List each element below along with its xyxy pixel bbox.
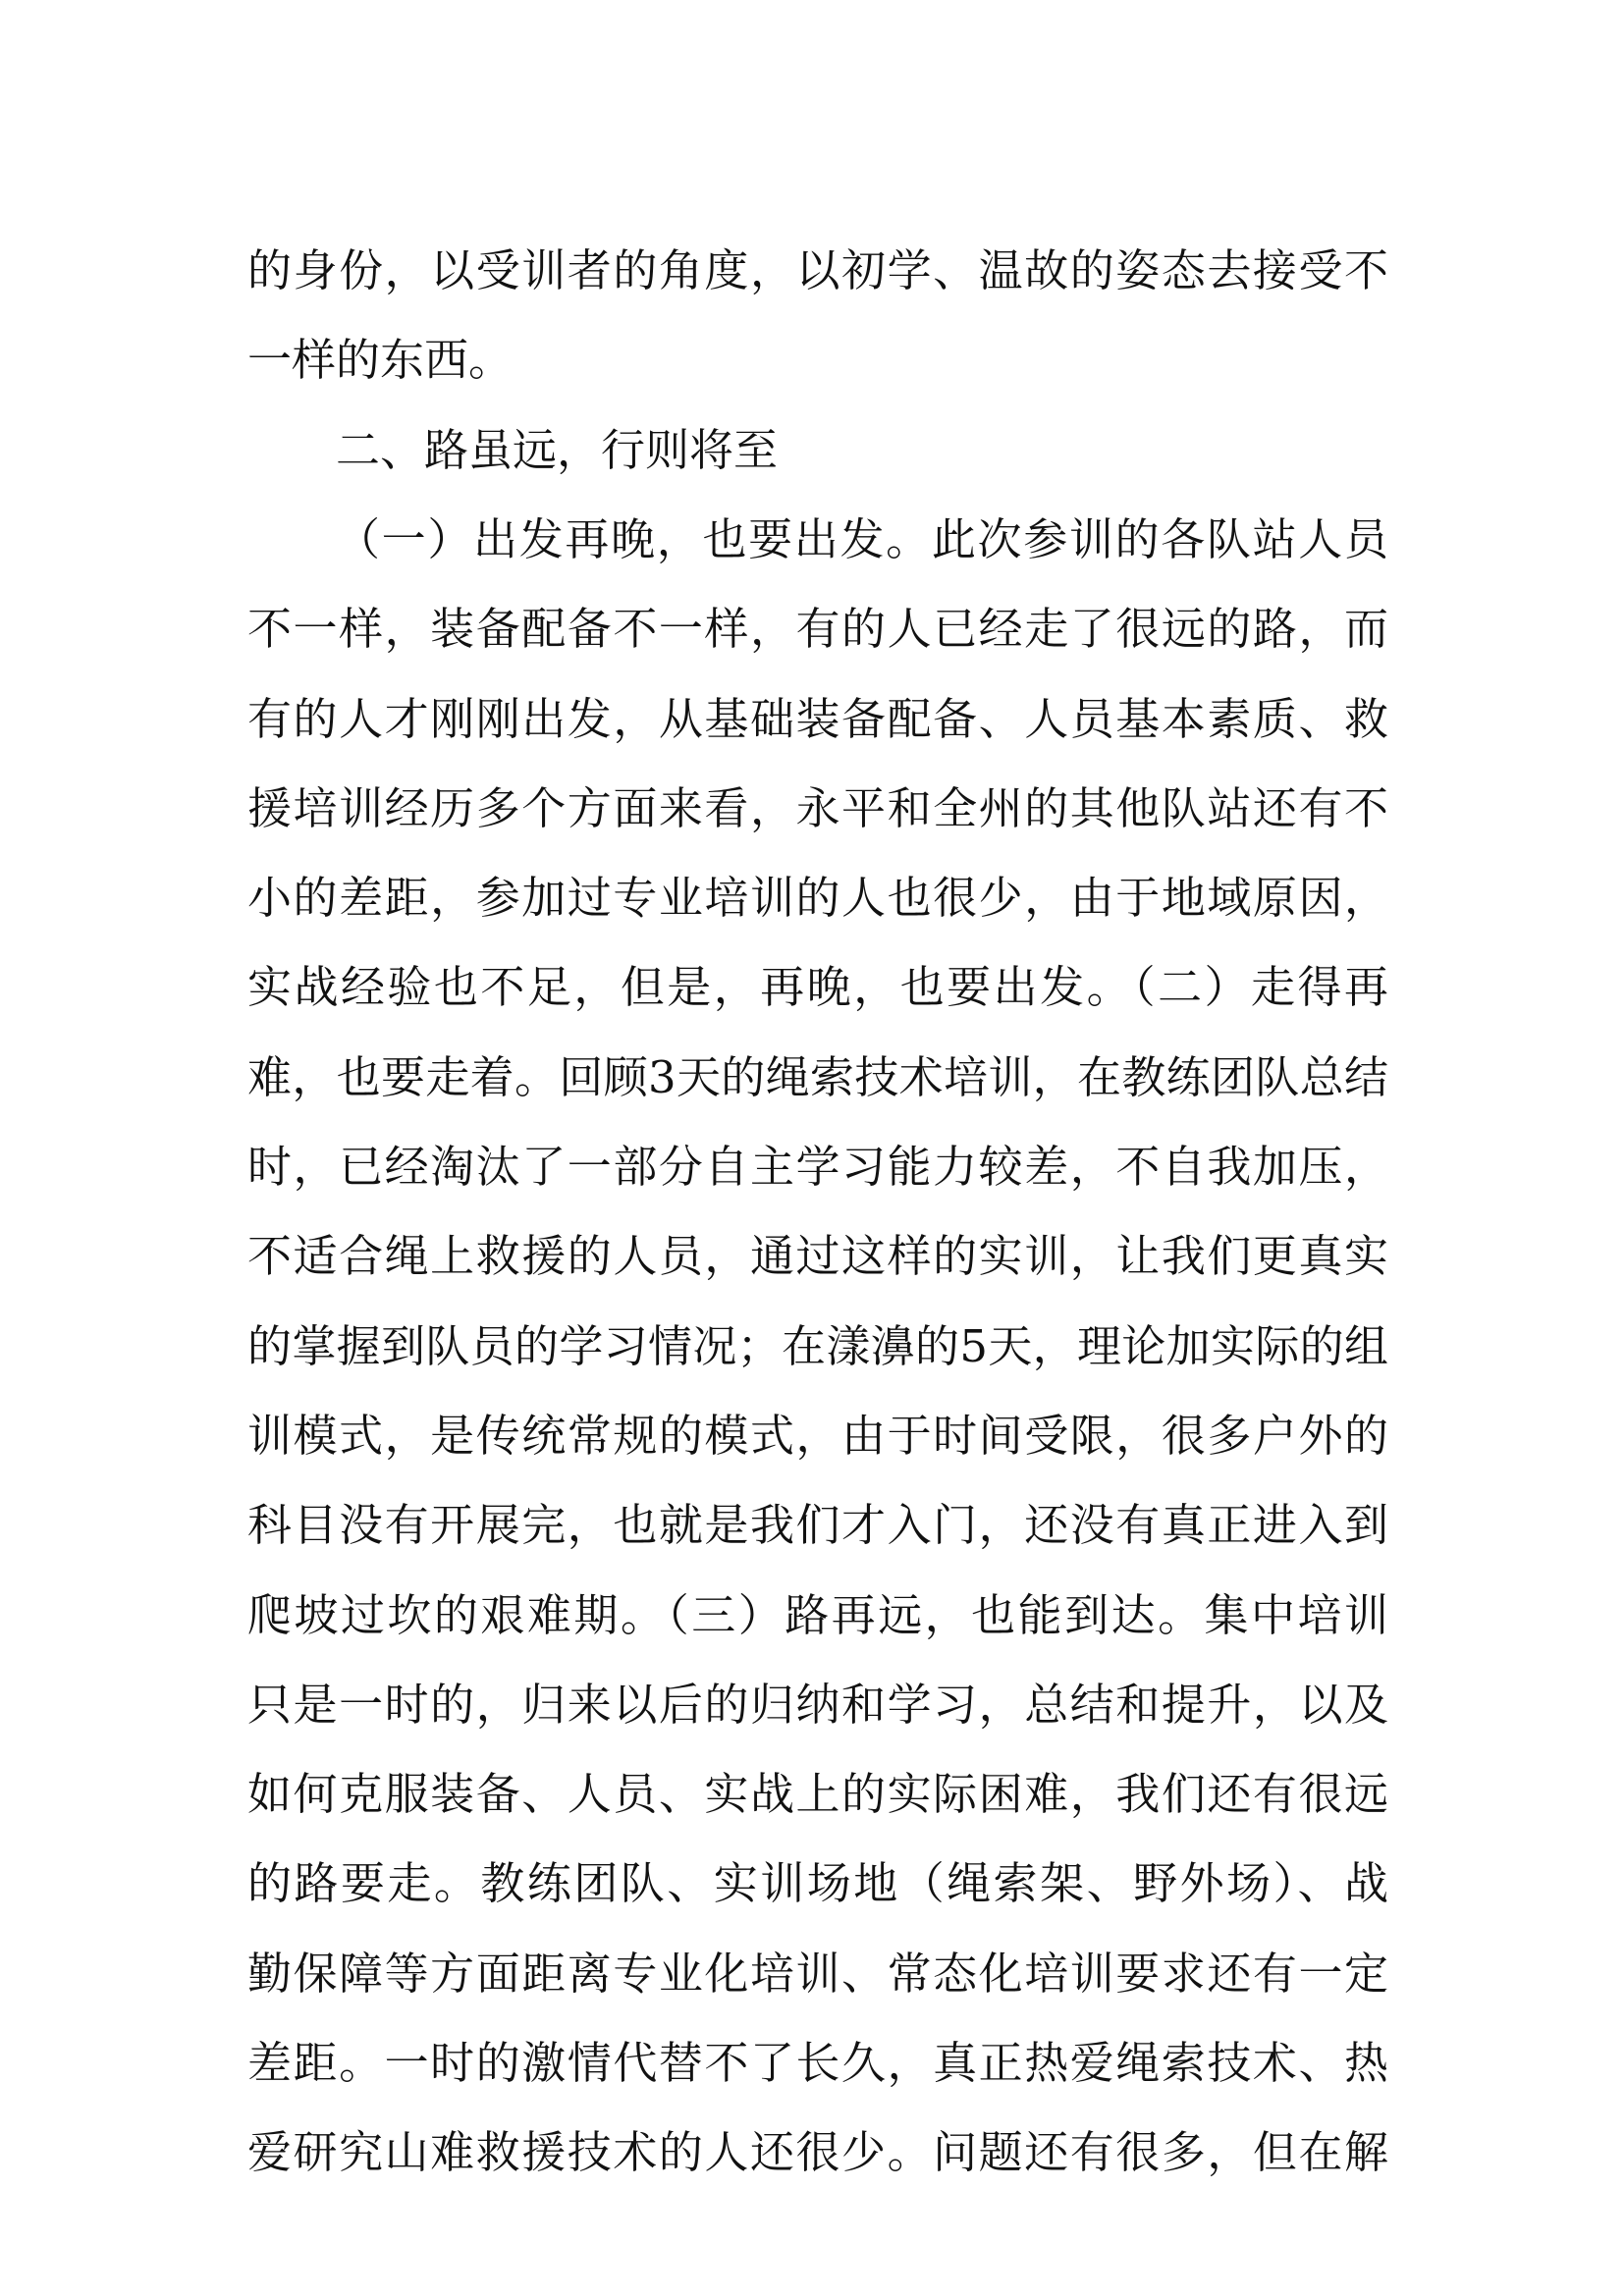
paragraph-line: 只是一时的，归来以后的归纳和学习，总结和提升，以及	[247, 1678, 1388, 1731]
paragraph-line: 的路要走。教练团队、实训场地（绳索架、野外场）、战	[247, 1857, 1388, 1910]
paragraph-line: 爬坡过坎的艰难期。（三）路再远，也能到达。集中培训	[247, 1588, 1388, 1641]
paragraph-line: 一样的东西。	[247, 334, 514, 387]
paragraph-line: 难，也要走着。回顾3天的绳索技术培训，在教练团队总结	[247, 1050, 1388, 1103]
paragraph-line: 科目没有开展完，也就是我们才入门，还没有真正进入到	[247, 1499, 1388, 1552]
paragraph-line: 有的人才刚刚出发，从基础装备配备、人员基本素质、救	[247, 692, 1388, 745]
paragraph-line: 差距。一时的激情代替不了长久，真正热爱绳索技术、热	[247, 2037, 1388, 2089]
paragraph-line: 的身份，以受训者的角度，以初学、温故的姿态去接受不	[247, 244, 1388, 296]
paragraph-line: 的掌握到队员的学习情况；在漾濞的5天，理论加实际的组	[247, 1319, 1388, 1372]
paragraph-line: 实战经验也不足，但是，再晚，也要出发。（二）走得再	[247, 961, 1388, 1014]
paragraph-line: 勤保障等方面距离专业化培训、常态化培训要求还有一定	[247, 1947, 1388, 2000]
paragraph-line: 如何克服装备、人员、实战上的实际困难，我们还有很远	[247, 1768, 1388, 1821]
paragraph-line: 训模式，是传统常规的模式，由于时间受限，很多户外的	[247, 1409, 1388, 1462]
paragraph-line: 时，已经淘汰了一部分自主学习能力较差，不自我加压，	[247, 1141, 1388, 1193]
section-heading: 二、路虽远，行则将至	[336, 423, 779, 476]
paragraph-line: 不适合绳上救援的人员，通过这样的实训，让我们更真实	[247, 1230, 1388, 1283]
paragraph-line: 爱研究山难救援技术的人还很少。问题还有很多，但在解	[247, 2126, 1388, 2179]
paragraph-line: （一）出发再晚，也要出发。此次参训的各队站人员	[336, 512, 1388, 565]
paragraph-line: 援培训经历多个方面来看，永平和全州的其他队站还有不	[247, 781, 1388, 834]
paragraph-line: 小的差距，参加过专业培训的人也很少，由于地域原因，	[247, 872, 1388, 925]
paragraph-line: 不一样，装备配备不一样，有的人已经走了很远的路，而	[247, 603, 1388, 656]
